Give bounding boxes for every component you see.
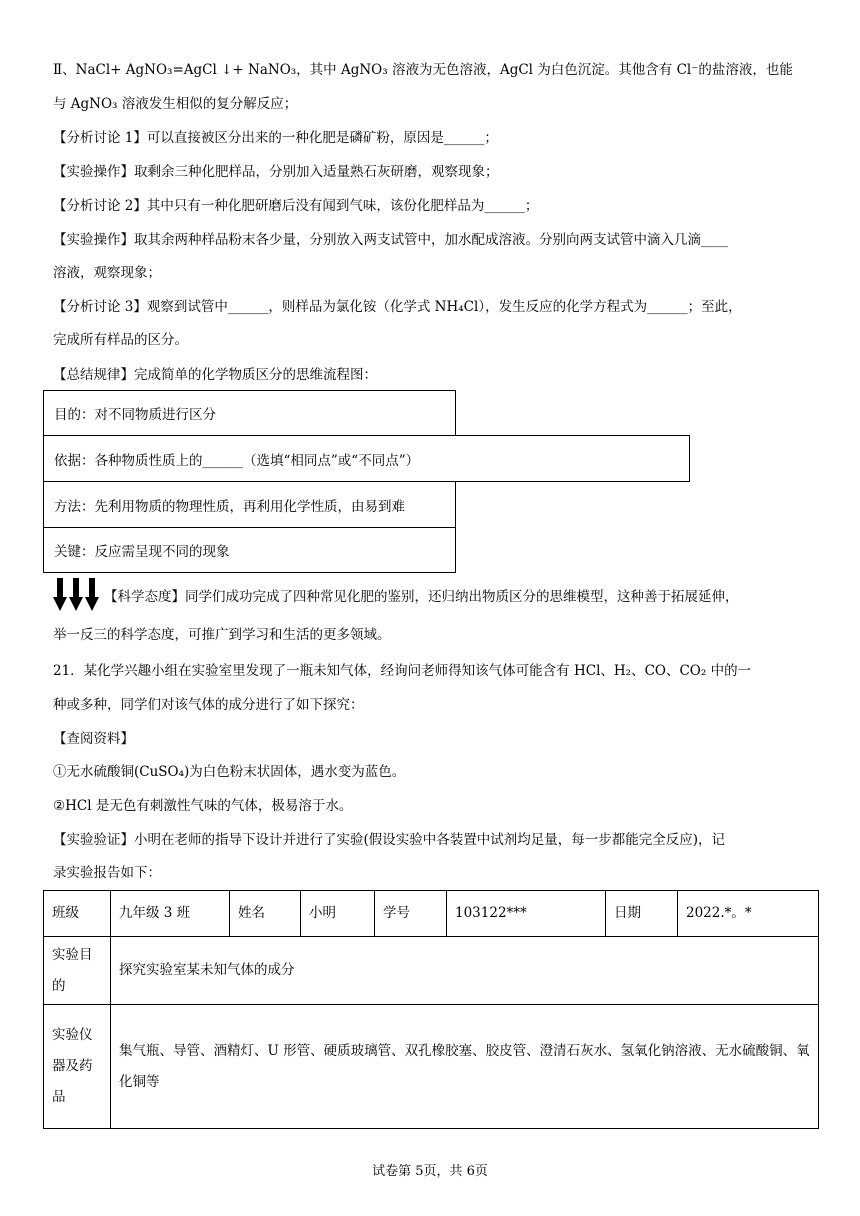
purpose-value: 探究实验室某未知气体的成分	[111, 937, 819, 1005]
flow-box-method	[43, 481, 456, 528]
class-value: 九年级 3 班	[111, 891, 230, 937]
experiment-report-table	[43, 890, 819, 1129]
q21-reference-heading: 【查阅资料】	[53, 731, 134, 747]
text-line-2: 与 AgNO₃ 溶液发生相似的复分解反应；	[53, 96, 298, 112]
q21-reference-1: ①无水硫酸铜(CuSO₄)为白色粉末状固体，遇水变为蓝色。	[53, 764, 406, 780]
q21-line-2: 种或多种，同学们对该气体的成分进行了如下探究：	[53, 697, 364, 713]
flow-method-text: 方法：先利用物质的物理性质，再利用化学性质，由易到难	[54, 498, 405, 515]
student-id-value: 103122***	[447, 891, 606, 937]
q21-verify-2: 录实验报告如下：	[53, 865, 161, 881]
purpose-label: 实验目的	[44, 937, 111, 1005]
name-value: 小明	[301, 891, 375, 937]
analysis-2: 【分析讨论 2】其中只有一种化肥研磨后没有闻到气味，该份化肥样品为______；	[53, 198, 539, 214]
equipment-value: 集气瓶、导管、酒精灯、U 形管、硬质玻璃管、双孔橡胶塞、胶皮管、澄清石灰水、氢氧化钠溶液、无水硫酸铜、氧化铜等	[111, 1005, 819, 1129]
page-footer: 试卷第 5页，共 6页	[372, 1164, 488, 1179]
q21-line-1: 21．某化学兴趣小组在实验室里发现了一瓶未知气体，经询问老师得知该气体可能含有 HCl、H₂、CO、CO₂ 中的一	[53, 663, 752, 679]
summary-heading: 【总结规律】完成简单的化学物质区分的思维流程图：	[53, 367, 377, 383]
operation-2: 【实验操作】取其余两种样品粉末各少量，分别放入两支试管中，加水配成溶液。分别向两支试管中滴入几滴____	[53, 232, 728, 248]
operation-2-cont: 溶液，观察现象；	[53, 265, 161, 281]
student-id-label: 学号	[375, 891, 447, 937]
operation-1: 【实验操作】取剩余三种化肥样品，分别加入适量熟石灰研磨，观察现象；	[53, 164, 499, 180]
equipment-label: 实验仪器及药品	[44, 1005, 111, 1129]
table-row	[44, 1005, 819, 1129]
class-label: 班级	[44, 891, 111, 937]
date-label: 日期	[606, 891, 678, 937]
date-value: 2022.*。*	[678, 891, 819, 937]
name-label: 姓名	[230, 891, 301, 937]
flow-key-text: 关键：反应需呈现不同的现象	[54, 544, 230, 560]
table-row	[44, 937, 819, 1005]
attitude-line-1: 【科学态度】同学们成功完成了四种常见化肥的鉴别，还归纳出物质区分的思维模型，这种善于拓展延伸，	[104, 589, 739, 605]
flow-box-purpose	[43, 390, 456, 436]
down-arrows-icon	[53, 578, 101, 612]
flow-purpose-text: 目的：对不同物质进行区分	[54, 407, 216, 423]
analysis-3-cont: 完成所有样品的区分。	[53, 332, 188, 348]
attitude-line-2: 举一反三的科学态度，可推广到学习和生活的更多领域。	[53, 627, 391, 643]
table-row	[44, 891, 819, 937]
analysis-1: 【分析讨论 1】可以直接被区分出来的一种化肥是磷矿粉，原因是______；	[53, 130, 498, 146]
flow-box-basis	[43, 435, 690, 482]
flow-basis-text: 依据：各种物质性质上的______（选填“相同点”或“不同点”）	[54, 452, 420, 469]
text-line-1: Ⅱ、NaCl+ AgNO₃=AgCl ↓+ NaNO₃，其中 AgNO₃ 溶液为无色溶液，AgCl 为白色沉淀。其他含有 Cl⁻的盐溶液，也能	[53, 62, 793, 78]
q21-reference-2: ②HCl 是无色有刺激性气味的气体，极易溶于水。	[53, 798, 353, 814]
analysis-3: 【分析讨论 3】观察到试管中______，则样品为氯化铵（化学式 NH₄Cl），发生反应的化学方程式为______；至此，	[53, 299, 742, 315]
q21-verify-1: 【实验验证】小明在老师的指导下设计并进行了实验(假设实验中各装置中试剂均足量，每一步都能完全反应)，记	[53, 832, 726, 848]
flow-box-key	[43, 527, 456, 573]
